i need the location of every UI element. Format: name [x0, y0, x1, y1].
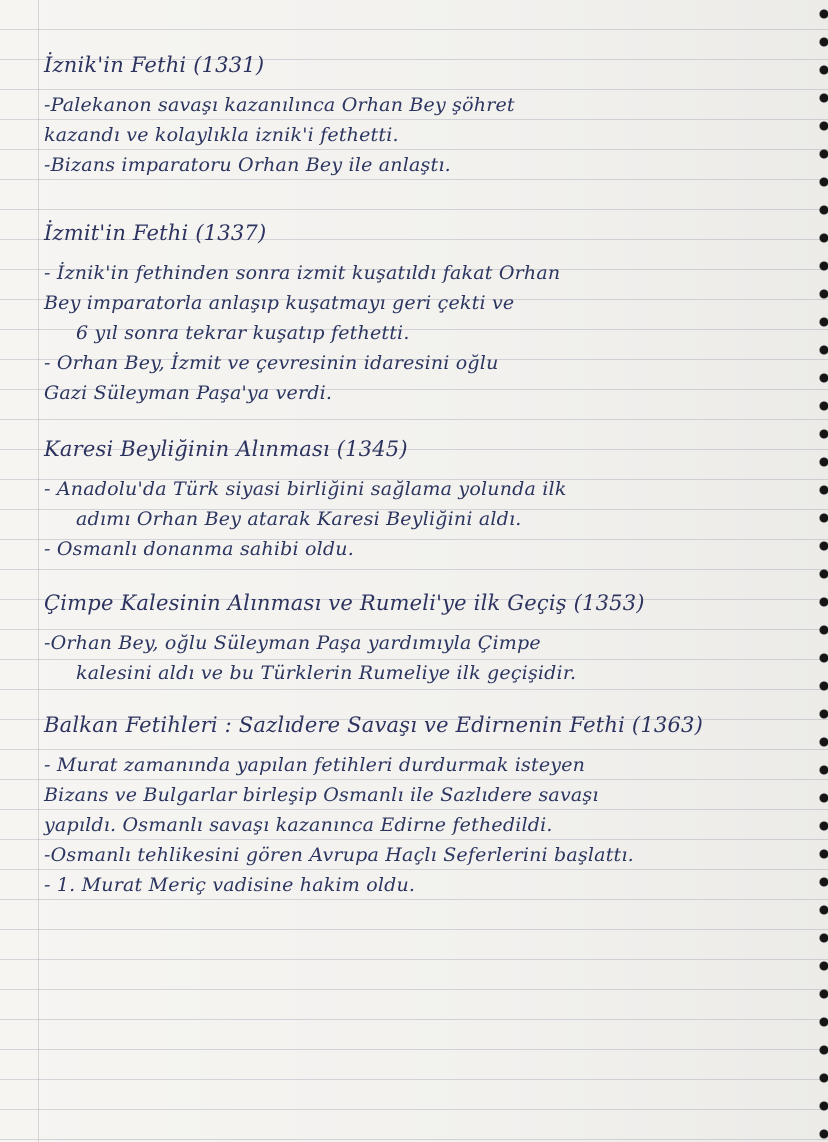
section-balkan-conquests — [44, 710, 804, 900]
note-line: -Bizans imparatoru Orhan Bey ile anlaştı. — [44, 154, 451, 176]
section-title: Balkan Fetihleri : Sazlıdere Savaşı ve Edirnenin Fethi (1363) — [44, 713, 703, 737]
section-karesi-beylik — [44, 434, 804, 564]
section-izmit-conquest — [44, 218, 804, 408]
note-line: - İznik'in fethinden sonra izmit kuşatıldı fakat Orhan — [44, 262, 561, 284]
section-iznik-conquest — [44, 50, 804, 180]
note-line: Bey imparatorla anlaşıp kuşatmayı geri çekti ve — [44, 292, 515, 314]
section-title: İzmit'in Fethi (1337) — [44, 221, 267, 245]
note-line: - Murat zamanında yapılan fetihleri durdurmak isteyen — [44, 754, 586, 776]
section-cimpe-castle — [44, 588, 804, 688]
note-line: Bizans ve Bulgarlar birleşip Osmanlı ile Sazlıdere savaşı — [44, 784, 599, 806]
note-line: Gazi Süleyman Paşa'ya verdi. — [44, 382, 333, 404]
section-title: Karesi Beyliğinin Alınması (1345) — [44, 437, 408, 461]
section-title: Çimpe Kalesinin Alınması ve Rumeli'ye ilk Geçiş (1353) — [44, 591, 645, 615]
note-line: - Osmanlı donanma sahibi oldu. — [44, 538, 354, 560]
note-line: - Anadolu'da Türk siyasi birliğini sağlama yolunda ilk — [44, 478, 567, 500]
note-line: 6 yıl sonra tekrar kuşatıp fethetti. — [76, 322, 410, 344]
note-line: yapıldı. Osmanlı savaşı kazanınca Edirne fethedildi. — [44, 814, 553, 836]
note-line: - Orhan Bey, İzmit ve çevresinin idaresini oğlu — [44, 352, 499, 374]
note-line: -Orhan Bey, oğlu Süleyman Paşa yardımıyla Çimpe — [44, 632, 541, 654]
note-line: -Palekanon savaşı kazanılınca Orhan Bey şöhret — [44, 94, 515, 116]
note-line: kalesini aldı ve bu Türklerin Rumeliye ilk geçişidir. — [76, 662, 577, 684]
margin-line — [38, 0, 39, 1142]
note-line: -Osmanlı tehlikesini gören Avrupa Haçlı Seferlerini başlattı. — [44, 844, 634, 866]
note-line: kazandı ve kolaylıkla iznik'i fethetti. — [44, 124, 399, 146]
spiral-binding — [814, 0, 828, 1142]
notes-content — [44, 40, 804, 918]
note-line: adımı Orhan Bey atarak Karesi Beyliğini aldı. — [76, 508, 522, 530]
section-title: İznik'in Fethi (1331) — [44, 53, 265, 77]
note-line: - 1. Murat Meriç vadisine hakim oldu. — [44, 874, 416, 896]
